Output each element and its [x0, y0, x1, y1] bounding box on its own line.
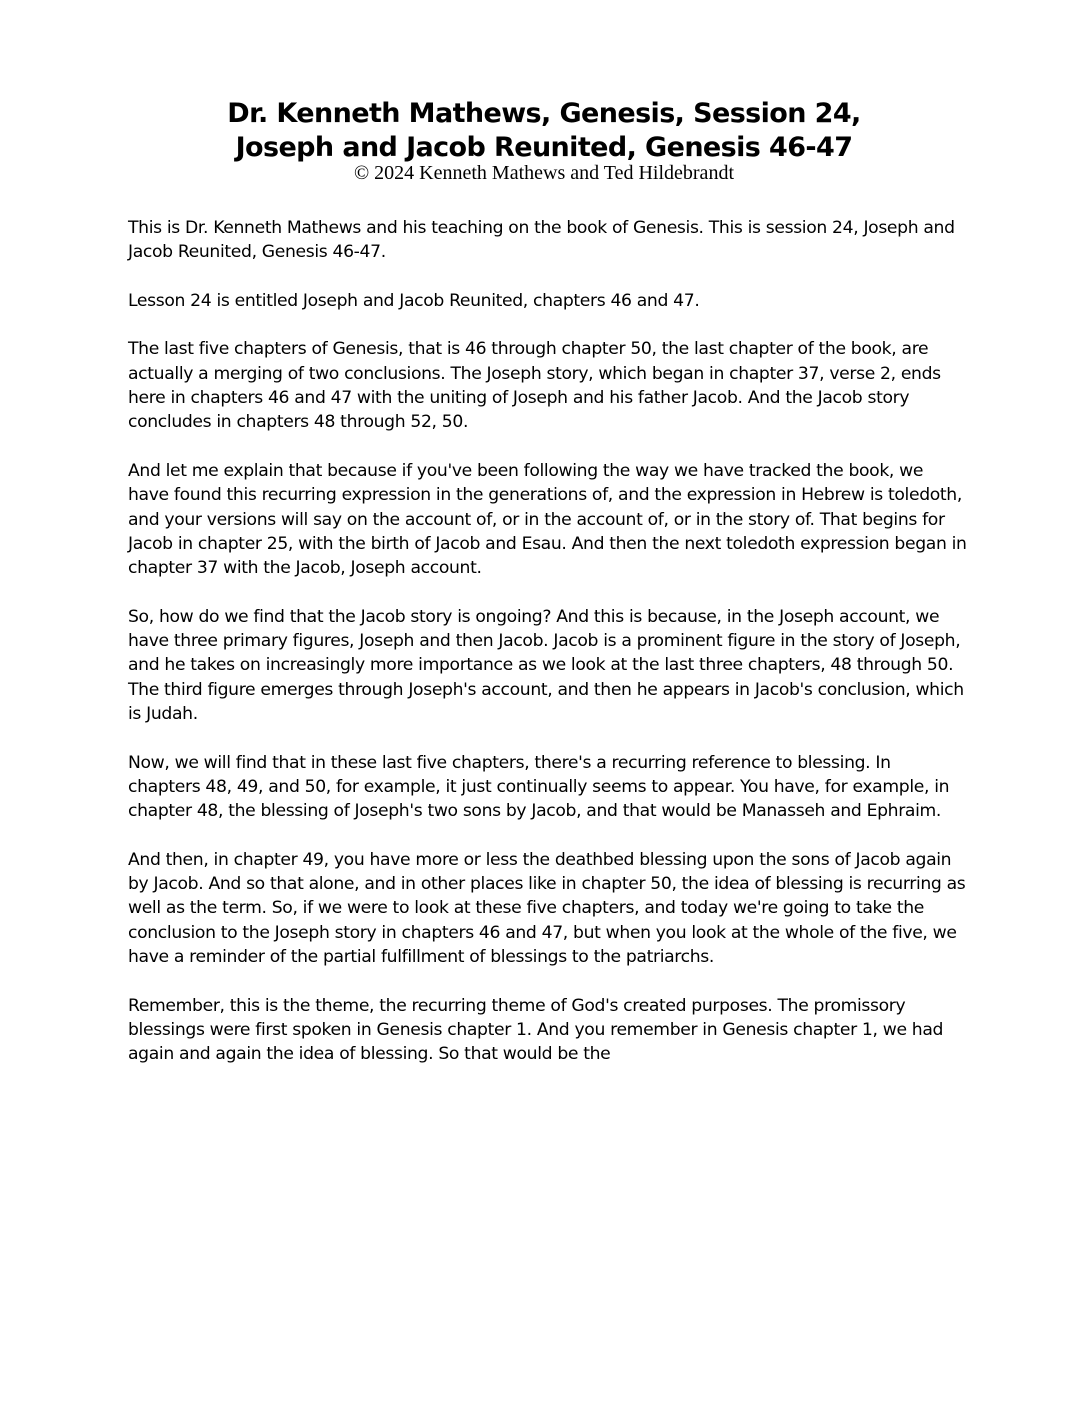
paragraph: And then, in chapter 49, you have more or less the deathbed blessing upon the sons of Jacob again by Jacob. And so that alone, and in other places like in chapter 50, the idea of blessing is recurring as well as the term. So, if we were to look at these five chapters, and today we're going to take the conclusion to the Joseph story in chapters 46 and 47, but when you look at the whole of the five, we have a reminder of the partial fulfillment of blessings to the patriarchs.	[128, 849, 966, 967]
document-header	[0, 97, 1088, 184]
paragraph: Now, we will find that in these last five chapters, there's a recurring reference to blessing. In chapters 48, 49, and 50, for example, it just continually seems to appear. You have, for example, in chapter 48, the blessing of Joseph's two sons by Jacob, and that would be Manasseh and Ephraim.	[128, 752, 950, 822]
paragraph: The last five chapters of Genesis, that is 46 through chapter 50, the last chapter of the book, are actually a merging of two conclusions. The Joseph story, which began in chapter 37, verse 2, ends here in chapters 46 and 47 with the uniting of Joseph and his father Jacob. And the Jacob story concludes in chapters 48 through 52, 50.	[128, 339, 941, 433]
paragraph: This is Dr. Kenneth Mathews and his teaching on the book of Genesis. This is session 24, Joseph and Jacob Reunited, Genesis 46-47.	[128, 218, 955, 263]
title-line-1: Dr. Kenneth Mathews, Genesis, Session 24,	[227, 98, 861, 129]
paragraph: So, how do we find that the Jacob story is ongoing? And this is because, in the Joseph account, we have three primary figures, Joseph and then Jacob. Jacob is a prominent figure in the story of Joseph, and he takes on increasingly more importance as we look at the last three chapters, 48 through 50. The third figure emerges through Joseph's account, and then he appears in Jacob's conclusion, which is Judah.	[128, 606, 964, 724]
title-line-2: Joseph and Jacob Reunited, Genesis 46-47	[235, 132, 853, 163]
document-body	[128, 216, 968, 1091]
paragraph: And let me explain that because if you've been following the way we have tracked the book, we have found this recurring expression in the generations of, and the expression in Hebrew is toledoth, and your versions will say on the account of, or in the account of, or in the story of. That begins for Jacob in chapter 25, with the birth of Jacob and Esau. And then the next toledoth expression began in chapter 37 with the Jacob, Joseph account.	[128, 460, 967, 579]
copyright-notice: © 2024 Kenneth Mathews and Ted Hildebrandt	[353, 162, 734, 184]
paragraph: Remember, this is the theme, the recurring theme of God's created purposes. The promissory blessings were first spoken in Genesis chapter 1. And you remember in Genesis chapter 1, we had again and again the idea of blessing. So that would be the	[128, 995, 944, 1065]
paragraph: Lesson 24 is entitled Joseph and Jacob Reunited, chapters 46 and 47.	[128, 290, 700, 311]
